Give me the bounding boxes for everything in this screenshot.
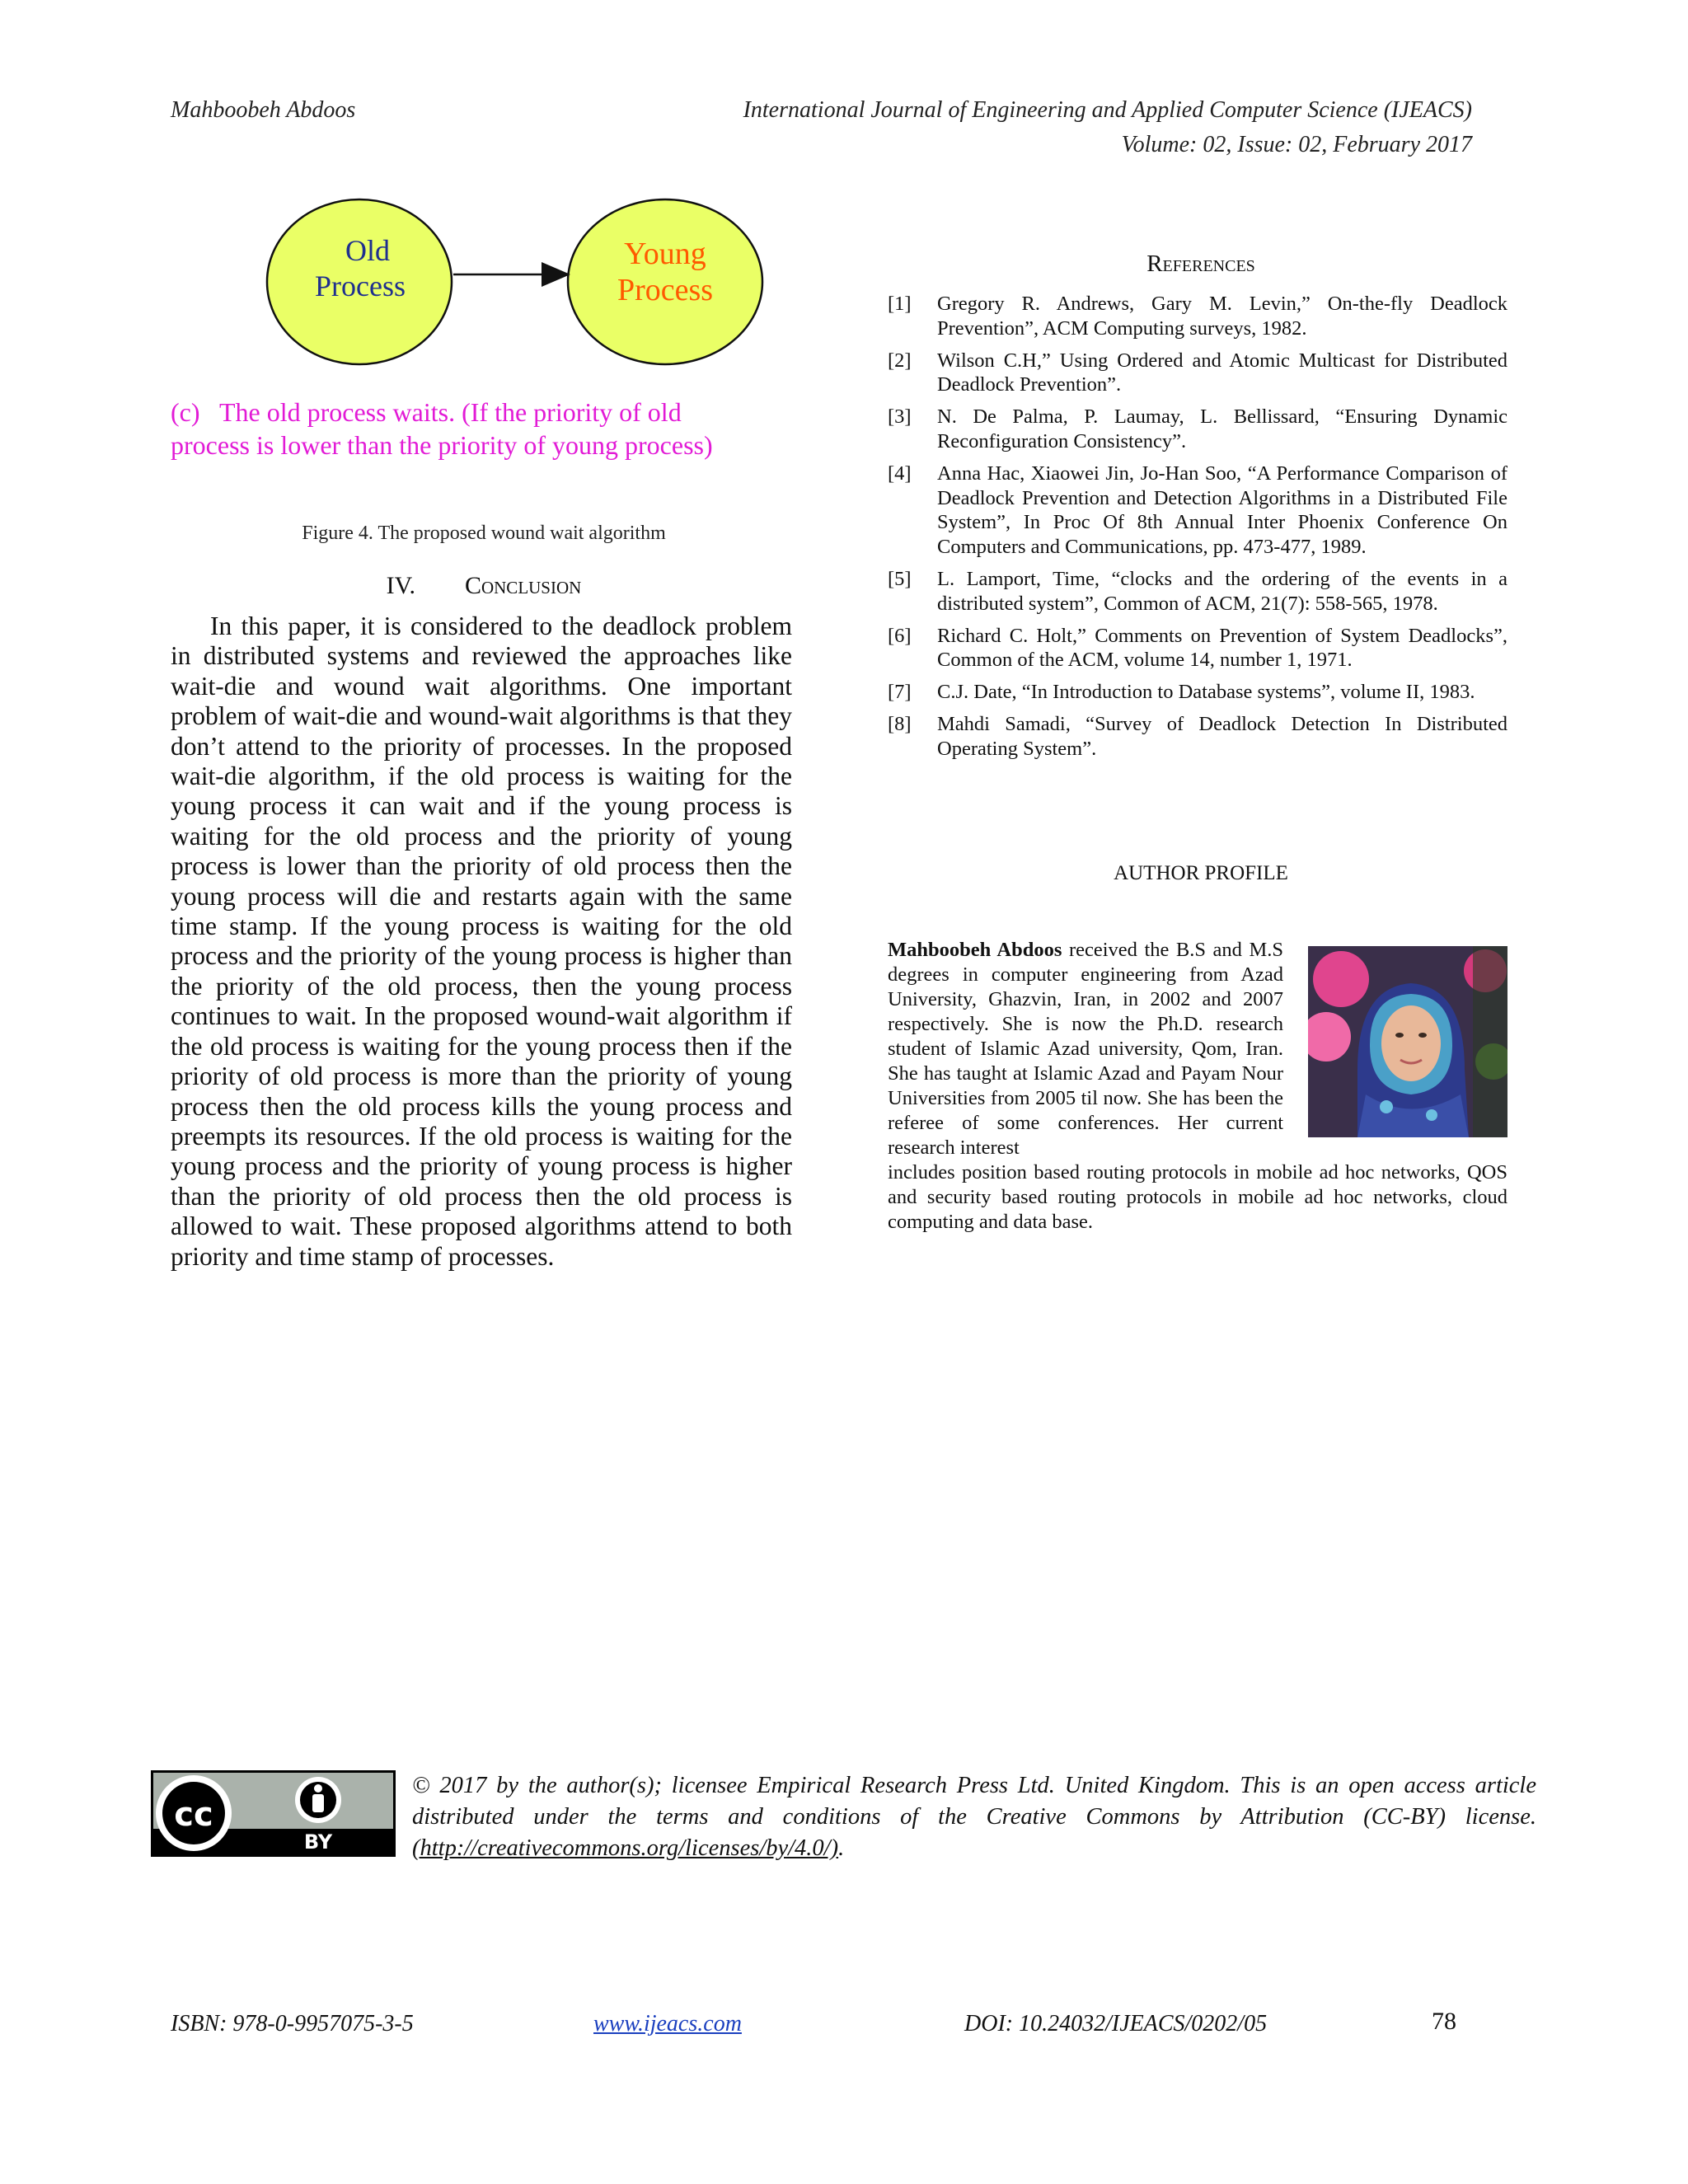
reference-list <box>888 292 1507 769</box>
license-end: . <box>838 1835 845 1861</box>
footer-isbn: ISBN: 978-0-9957075-3-5 <box>171 2011 414 2036</box>
reference-item <box>888 712 1507 762</box>
reference-text: C.J. Date, “In Introduction to Database systems”, volume II, 1983. <box>937 681 1475 704</box>
license-text: © 2017 by the author(s); licensee Empirical Research Press Ltd. United Kingdom. This is an open access article distributed under the terms and conditions of the Creative Commons by Attribution (CC-BY) license. <box>412 1773 1536 1830</box>
reference-text: Anna Hac, Xiaowei Jin, Jo-Han Soo, “A Performance Comparison of Deadlock Prevention and Detection Algorithms in a Distributed File System”, In Proc Of 8th Annual Inter Phoenix Conference On Computers and Communications, pp. 473-477, 1989. <box>937 462 1507 559</box>
reference-number: [8] <box>888 712 912 735</box>
reference-text: Richard C. Holt,” Comments on Prevention of System Deadlocks”, Common of the ACM, volume 14, number 1, 1971. <box>937 624 1507 672</box>
figure-note-line2: process is lower than the priority of young process) <box>171 430 713 460</box>
section-title: Conclusion <box>464 572 582 599</box>
footer-doi: DOI: 10.24032/IJEACS/0202/05 <box>964 2011 1268 2036</box>
footer-website-link[interactable]: www.ijeacs.com <box>593 2011 742 2036</box>
reference-number: [4] <box>888 462 912 485</box>
running-header-volume: Volume: 02, Issue: 02, February 2017 <box>1121 132 1472 157</box>
reference-number: [7] <box>888 681 912 704</box>
running-header-journal: International Journal of Engineering and Applied Computer Science (IJEACS) <box>743 97 1472 123</box>
reference-item <box>888 405 1507 454</box>
cc-badge-text: cc <box>174 1796 213 1834</box>
cc-by-logo <box>151 1770 396 1857</box>
reference-text: Gregory R. Andrews, Gary M. Levin,” On-the-fly Deadlock Prevention”, ACM Computing surveys, 1982. <box>937 293 1507 340</box>
reference-item <box>888 624 1507 673</box>
reference-number: [6] <box>888 624 912 647</box>
author-bio-text: received the B.S and M.S degrees in computer engineering from Azad University, Ghazvin, Iran, in 2002 and 2007 respectively. She is now the Ph.D. research student of Islamic Azad university, Qom, Iran. She has taught at Islamic Azad and Payam Nour Universities from 2005 til now. She has been the referee of some conferences. Her current research interest <box>888 939 1283 1159</box>
page-number: 78 <box>1432 2008 1456 2035</box>
conclusion-paragraph: In this paper, it is considered to the deadlock problem in distributed systems and reviewed the approaches like wait-die and wound wait algorithms. One important problem of wait-die and wound-wait algorithms is that they don’t attend to the priority of processes. In the proposed wait-die algorithm, if the old process is waiting for the young process it can wait and if the young process is waiting for the old process and the priority of young process is lower than the priority of old process then the young process will die and restarts again with the same time stamp. If the young process is waiting for the old process and the priority of the young process is higher than the priority of the old process, then the young process continues to wait. In the proposed wound-wait algorithm if the old process is waiting for the young process then if the priority of old process is more than the priority of young process then the old process kills the young process and preempts its resources. If the old process is waiting for the young process and the priority of young process is higher than the priority of old process then the old process is allowed to wait. These proposed algorithms attend to both priority and time stamp of processes. <box>171 612 792 1271</box>
reference-number: [1] <box>888 293 912 315</box>
young-label-line1: Young <box>624 237 706 271</box>
old-label-line1: Old <box>345 234 390 267</box>
figure-caption: Figure 4. The proposed wound wait algorithm <box>302 523 666 544</box>
young-label-line2: Process <box>617 273 714 307</box>
figure-note <box>171 396 797 462</box>
reference-text: Wilson C.H,” Using Ordered and Atomic Multicast for Distributed Deadlock Prevention”. <box>937 349 1507 396</box>
reference-number: [3] <box>888 405 912 429</box>
figure-note-line1: (c) The old process waits. (If the priority of old <box>171 397 682 427</box>
reference-number: [5] <box>888 567 912 590</box>
reference-text: Mahdi Samadi, “Survey of Deadlock Detection In Distributed Operating System”. <box>937 712 1507 760</box>
by-badge-text: BY <box>303 1830 333 1854</box>
reference-text: L. Lamport, Time, “clocks and the ordering of the events in a distributed system”, Common of ACM, 21(7): 558-565, 1978. <box>937 567 1507 615</box>
author-photo <box>1308 946 1507 1137</box>
license-url-link[interactable]: (http://creativecommons.org/licenses/by/4.0/) <box>412 1835 839 1861</box>
author-portrait-image <box>1308 946 1507 1137</box>
section-heading <box>171 572 797 600</box>
cc-by-badge <box>151 1770 396 1857</box>
reference-item <box>888 680 1507 705</box>
reference-item <box>888 462 1507 560</box>
reference-item <box>888 349 1507 398</box>
reference-number: [2] <box>888 349 912 372</box>
author-bio-bottom: includes position based routing protocols in mobile ad hoc networks, QOS and security based routing protocols in mobile ad hoc networks, cloud computing and data base. <box>888 1161 1507 1233</box>
section-number: IV. <box>386 572 415 599</box>
reference-item <box>888 567 1507 616</box>
running-header-author: Mahboobeh Abdoos <box>171 97 356 123</box>
author-bio-top <box>888 938 1283 1160</box>
reference-text: N. De Palma, P. Laumay, L. Bellissard, “Ensuring Dynamic Reconfiguration Consistency”. <box>937 405 1507 452</box>
old-label-line2: Process <box>315 269 406 302</box>
author-profile-heading: AUTHOR PROFILE <box>1114 862 1288 884</box>
references-heading: References <box>1146 251 1255 277</box>
reference-item <box>888 292 1507 341</box>
author-name: Mahboobeh Abdoos <box>888 939 1062 961</box>
license-statement <box>412 1770 1536 1864</box>
